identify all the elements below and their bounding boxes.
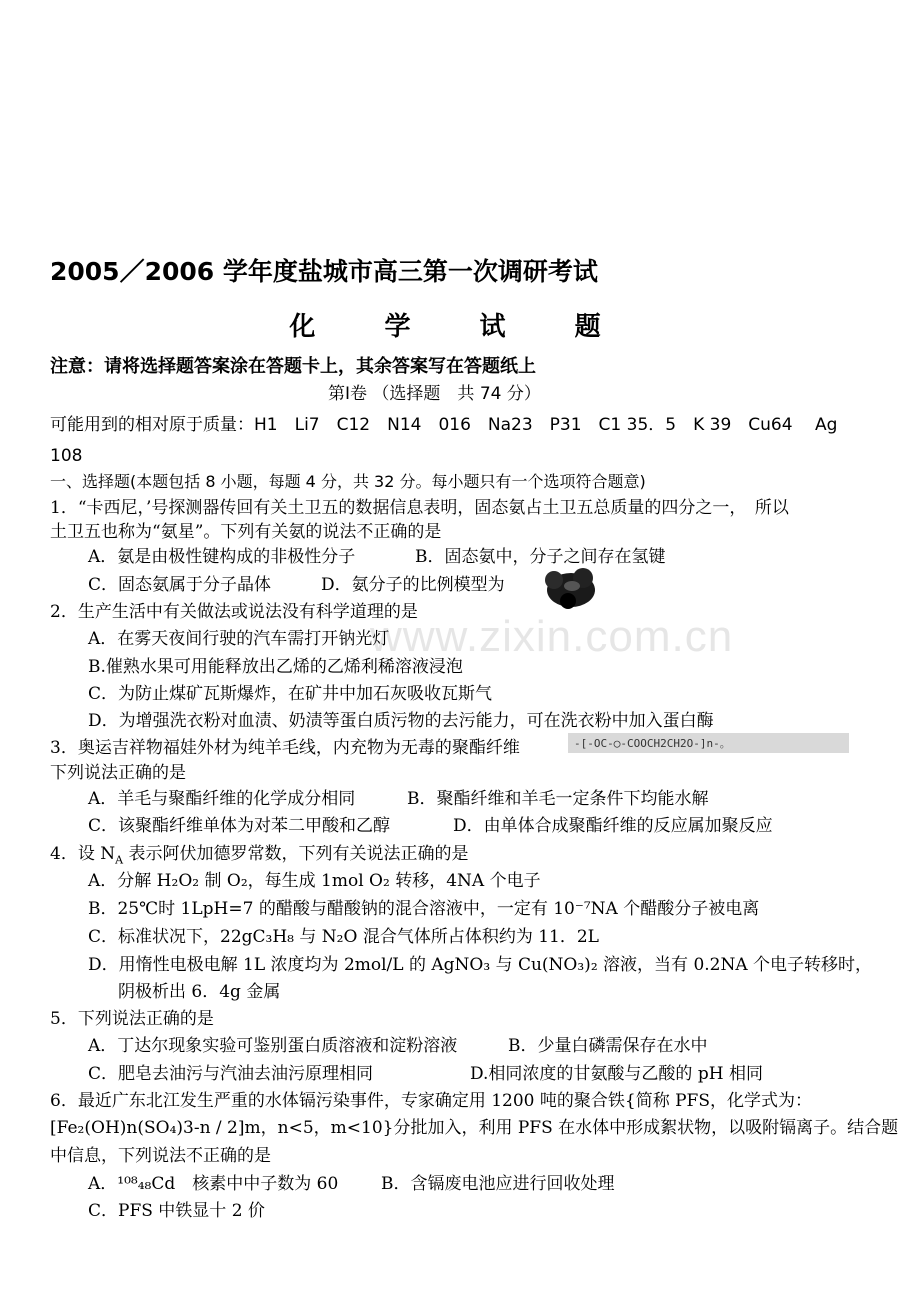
q6-option-a: A．¹⁰⁸₄₈Cd 核素中中子数为 60: [88, 1174, 339, 1194]
part1-heading: 一、选择题(本题包括 8 小题，每题 4 分，共 32 分。每小题只有一个选项符合题意): [50, 472, 646, 491]
q5-option-a: A．丁达尔现象实验可鉴别蛋白质溶液和淀粉溶液: [88, 1036, 458, 1056]
q2-option-b: B.催熟水果可用能释放出乙烯的乙烯利稀溶液浸泡: [88, 657, 463, 677]
atomic-masses-line2: 108: [50, 446, 83, 466]
q4-option-b: B．25℃时 1LpH=7 的醋酸与醋酸钠的混合溶液中，一定有 10⁻⁷NA 个醋酸分子被电离: [88, 899, 760, 919]
q1-option-a: A．氨是由极性键构成的非极性分子: [88, 547, 356, 567]
watermark: www.zixin.com.cn: [370, 612, 734, 661]
q3-stem-line2: 下列说法正确的是: [50, 763, 186, 783]
q6-option-b: B．含镉废电池应进行回收处理: [381, 1174, 615, 1194]
q4-option-a: A．分解 H₂O₂ 制 O₂，每生成 1mol O₂ 转移，4NA 个电子: [88, 871, 541, 891]
q3-option-a: A．羊毛与聚酯纤维的化学成分相同: [88, 789, 356, 809]
q6-option-c: C．PFS 中铁显十 2 价: [88, 1201, 265, 1221]
q3-option-b: B．聚酯纤维和羊毛一定条件下均能水解: [407, 789, 709, 809]
q3-option-d: D．由单体合成聚酯纤维的反应属加聚反应: [453, 816, 773, 836]
ammonia-model-icon: [539, 568, 603, 610]
exam-title: 2005／2006 学年度盐城市高三第一次调研考试: [50, 257, 598, 286]
q4-stem-pre: 4．设 N: [50, 844, 116, 864]
q2-option-d: D．为增强洗衣粉对血渍、奶渍等蛋白质污物的去污能力，可在洗衣粉中加入蛋白酶: [88, 711, 714, 731]
q1-option-c: C．固态氨属于分子晶体: [88, 575, 272, 595]
q4-stem-sub: A: [115, 853, 124, 867]
section-heading: 第Ⅰ卷 （选择题 共 74 分）: [328, 384, 541, 404]
q1-stem-line1: 1．“卡西尼，’号探测器传回有关土卫五的数据信息表明，固态氨占土卫五总质量的四分之一， 所以: [50, 498, 789, 518]
q2-option-a: A．在雾天夜间行驶的汽车需打开钠光灯: [88, 629, 390, 649]
q6-stem-line2: [Fe₂(OH)n(SO₄)3-n / 2]m，n<5，m<10}分批加入，利用 PFS 在水体中形成絮状物，以吸附镉离子。结合题: [50, 1118, 899, 1138]
q4-option-c: C．标准状况下，22gC₃H₈ 与 N₂O 混合气体所占体积约为 11．2L: [88, 927, 599, 947]
q2-stem: 2．生产生活中有关做法或说法没有科学道理的是: [50, 602, 418, 622]
notice: 注意：请将选择题答案涂在答题卡上，其余答案写在答题纸上: [50, 356, 536, 377]
q5-option-b: B．少量白磷需保存在水中: [508, 1036, 708, 1056]
q4-option-d-line1: D．用惰性电极电解 1L 浓度均为 2mol/L 的 AgNO₃ 与 Cu(NO₃)₂ 溶液，当有 0.2NA 个电子转移时，: [88, 955, 873, 975]
q1-option-d: D．氨分子的比例模型为: [321, 575, 505, 595]
q5-option-c: C．肥皂去油污与汽油去油污原理相同: [88, 1064, 374, 1084]
q6-stem-line3: 中信息，下列说法不正确的是: [50, 1146, 271, 1166]
q4-option-d-line2: 阴极析出 6．4g 金属: [118, 982, 281, 1002]
q3-stem-line1: 3．奥运吉祥物福娃外材为纯羊毛线，内充物为无毒的聚酯纤维: [50, 738, 520, 758]
polyester-formula-image: [568, 733, 849, 753]
q5-stem: 5．下列说法正确的是: [50, 1009, 214, 1029]
q6-stem-line1: 6．最近广东北江发生严重的水体镉污染事件，专家确定用 1200 吨的聚合铁{简称 PFS，化学式为：: [50, 1091, 812, 1111]
q4-stem-post: 表示阿伏加德罗常数，下列有关说法正确的是: [123, 844, 469, 864]
q2-option-c: C．为防止煤矿瓦斯爆炸，在矿井中加石灰吸收瓦斯气: [88, 684, 493, 704]
q3-option-c: C．该聚酯纤维单体为对苯二甲酸和乙醇: [88, 816, 391, 836]
subject-title: 化 学 试 题: [289, 312, 631, 342]
q1-option-b: B．固态氨中，分子之间存在氢键: [415, 547, 666, 567]
atomic-masses-line1: 可能用到的相对原于质量：H1 Li7 C12 N14 016 Na23 P31 C1 35．5 K 39 Cu64 Ag: [50, 415, 838, 435]
q1-stem-line2: 土卫五也称为“氨星”。下列有关氨的说法不正确的是: [50, 522, 442, 542]
q5-option-d: D.相同浓度的甘氨酸与乙酸的 pH 相同: [470, 1064, 763, 1084]
q4-stem: [50, 843, 468, 865]
polyester-formula: -[-OC-◯-COOCH2CH2O-]n-。: [574, 737, 731, 750]
